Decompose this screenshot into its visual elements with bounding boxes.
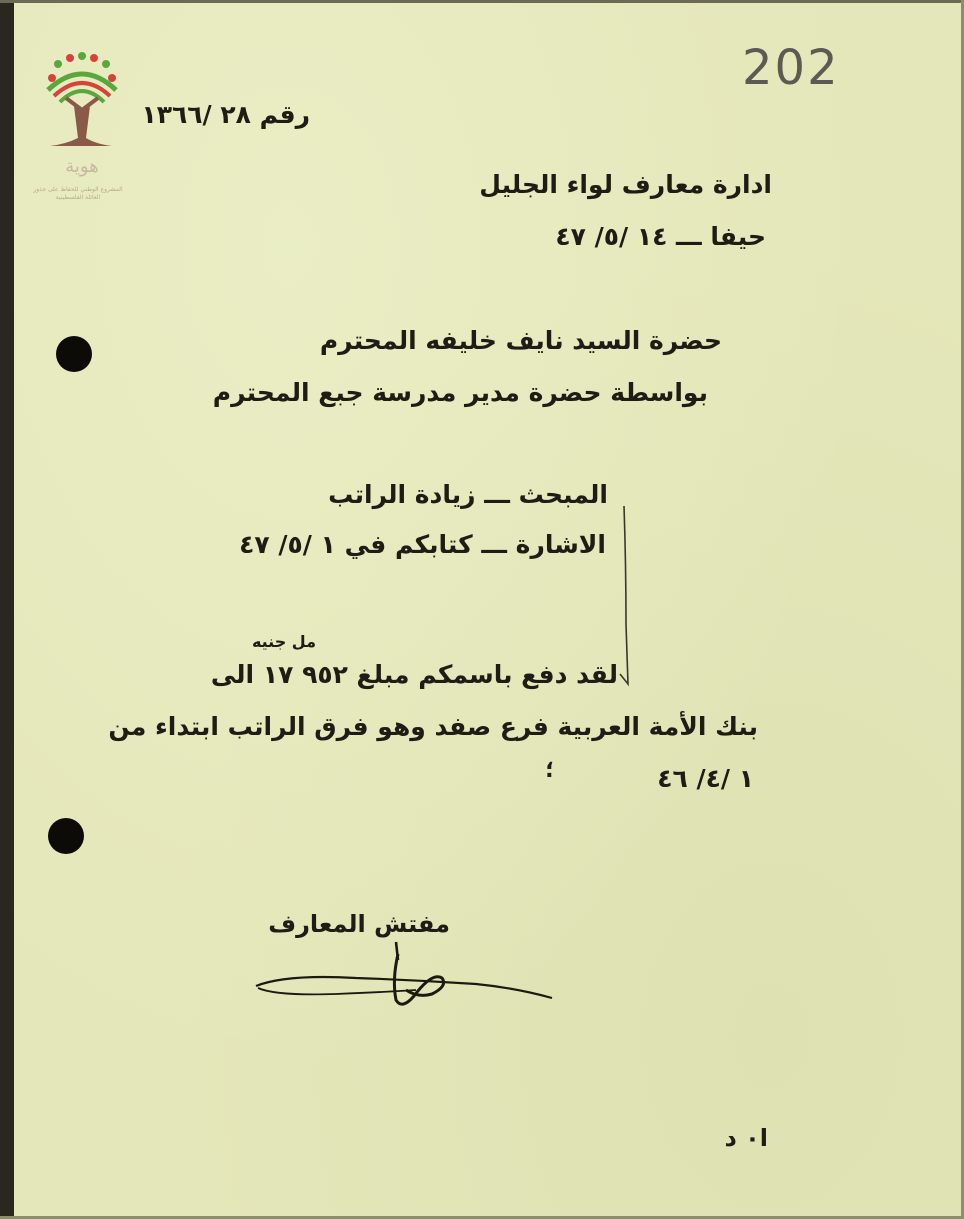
scan-edge-left xyxy=(0,0,14,1219)
place-date: حيفا ـــ ١٤ /٥/ ٤٧ xyxy=(555,222,766,251)
signer-title: مفتش المعارف xyxy=(268,910,450,938)
logo-name: هوية xyxy=(65,156,99,177)
punch-hole-bottom xyxy=(48,818,84,854)
archive-page-number: 202 xyxy=(742,40,840,96)
body-line-1: لقد دفع باسمكم مبلغ ٩٥٢ ١٧ الى xyxy=(210,660,618,689)
body-line-2: بنك الأمة العربية فرع صفد وهو فرق الراتب ابتداء من xyxy=(108,712,758,741)
office-name: ادارة معارف لواء الجليل xyxy=(479,170,772,199)
body-line-3: ١ /٤/ ٤٦ xyxy=(657,764,754,793)
subject-line: المبحث ـــ زيادة الراتب xyxy=(328,480,608,509)
addressee: حضرة السيد نايف خليفه المحترم xyxy=(319,326,722,355)
typist-initials: ا٠ د xyxy=(724,1124,768,1152)
logo-caption: المشروع الوطني للحفاظ على جذور العائلة الفلسطينية xyxy=(33,186,123,201)
bracket-mark xyxy=(616,504,632,690)
reference-number: رقم ٢٨ /١٣٦٦ xyxy=(141,100,310,129)
signature xyxy=(246,934,562,1014)
reference-line: الاشارة ـــ كتابكم في ١ /٥/ ٤٧ xyxy=(239,530,606,559)
scan-edge-top xyxy=(0,0,964,3)
body-line-3-mark: ؛ xyxy=(545,758,554,783)
punch-hole-top xyxy=(56,336,92,372)
amount-annotation: مل جنيه xyxy=(251,632,316,651)
via-line: بواسطة حضرة مدير مدرسة جبع المحترم xyxy=(212,378,708,407)
